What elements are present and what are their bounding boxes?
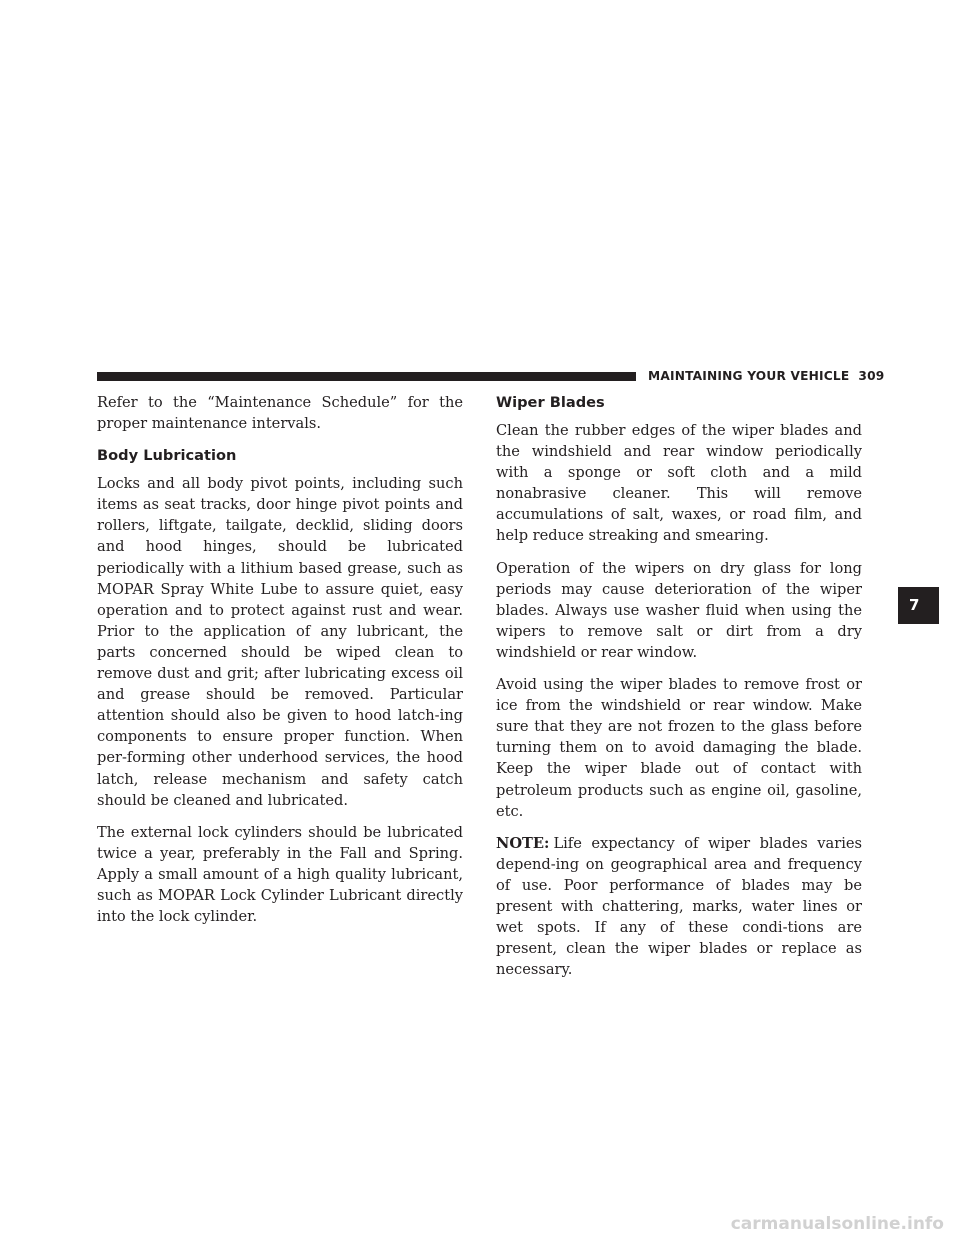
running-header [648, 369, 884, 383]
chapter-tab: 7 [898, 587, 939, 624]
section-title: MAINTAINING YOUR VEHICLE [648, 369, 850, 383]
body-lubrication-paragraph-2: The external lock cylinders should be lubricated twice a year, preferably in the Fall and Spring. Apply a small amount of a high quality lubricant, such as MOPAR Lock Cylinder Lubricant directly into the lock cylinder. [97, 823, 463, 926]
left-column [97, 392, 463, 938]
wiper-note [496, 833, 862, 981]
body-lubrication-paragraph-1: Locks and all body pivot points, including such items as seat tracks, door hinge pivot points and rollers, liftgate, tailgate, decklid, sliding doors and hood hinges, should be lubricated periodically with a lithium based grease, such as MOPAR Spray White Lube to assure quiet, easy operation and to protect against rust and wear. Prior to the application of any lubricant, the parts concerned should be wiped clean to remove dust and grit; after lubricating excess oil and grease should be removed. Particular attention should also be given to hood latch-ing components to ensure proper function. When per-forming other underhood services, the hood latch, release mechanism and safety catch should be cleaned and lubricated. [97, 475, 463, 809]
body-lubrication-heading: Body Lubrication [97, 447, 237, 465]
wiper-blades-heading: Wiper Blades [496, 394, 605, 411]
watermark: carmanualsonline.info [730, 1214, 944, 1234]
note-text: Life expectancy of wiper blades varies depend-ing on geographical area and frequency of use. Poor performance of blades may be present with chattering, marks, water lines or wet spots. If any of these condi-tions are present, clean the wiper blades or replace as necessary. [496, 834, 862, 979]
wiper-blades-paragraph-1: Clean the rubber edges of the wiper blades and the windshield and rear window periodically with a sponge or soft cloth and a mild nonabrasive cleaner. This will remove accumulations of salt, waxes, or road film, and help reduce streaking and smearing. [496, 422, 862, 545]
right-column [496, 392, 862, 991]
wiper-blades-paragraph-2: Operation of the wipers on dry glass for long periods may cause deterioration of the wiper blades. Always use washer fluid when using the wipers to remove salt or dirt from a dry windshield or rear window. [496, 559, 862, 661]
note-label: NOTE: [496, 834, 550, 852]
intro-paragraph: Refer to the “Maintenance Schedule” for the proper maintenance intervals. [97, 394, 463, 433]
wiper-blades-paragraph-3: Avoid using the wiper blades to remove frost or ice from the windshield or rear window. Make sure that they are not frozen to the glass before turning them on to avoid damaging the blade. Keep the wiper blade out of contact with petroleum products such as engine oil, gasoline, etc. [496, 676, 862, 820]
header-rule-bar [97, 372, 636, 381]
page-number: 309 [858, 369, 885, 383]
